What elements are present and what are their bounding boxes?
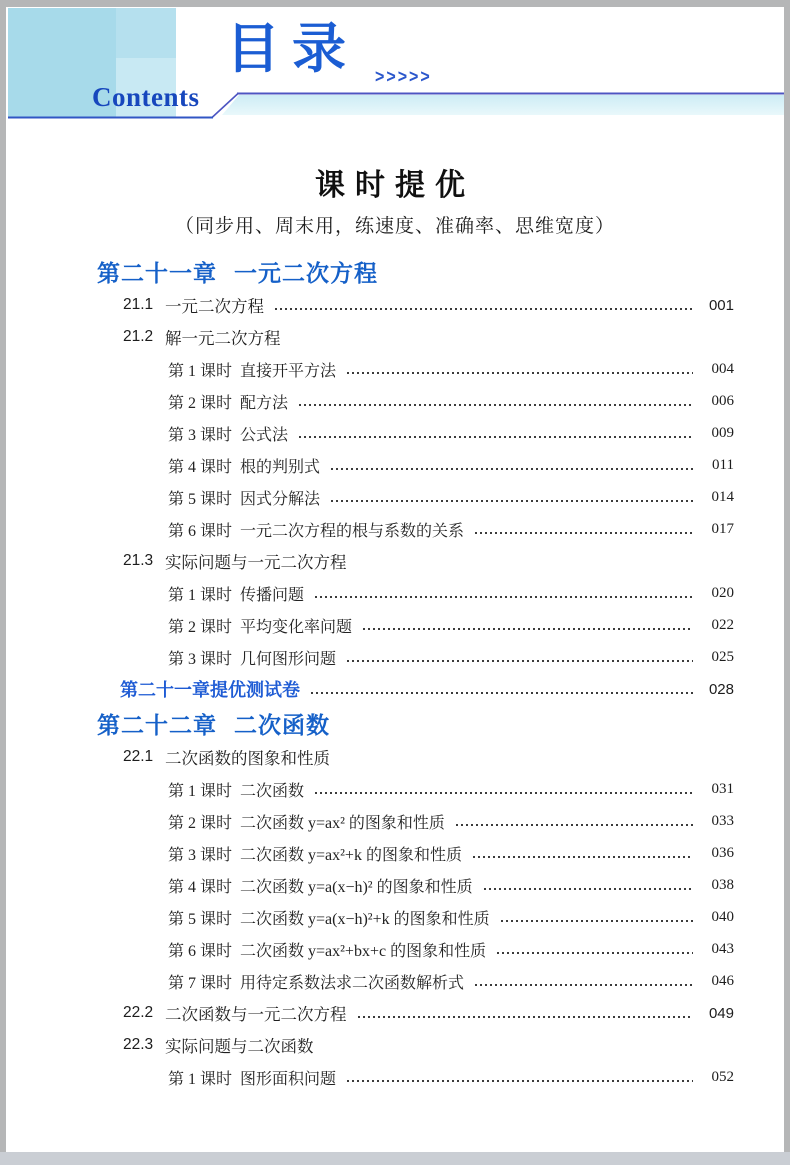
lesson-label: 第 6 课时 <box>168 942 233 960</box>
page-number: 036 <box>711 844 734 861</box>
dotted-leader <box>363 628 693 630</box>
entry-title: 第二十一章提优测试卷 <box>120 680 300 700</box>
page-number: 006 <box>711 392 734 409</box>
book-section-title: 课时提优 <box>315 169 475 202</box>
chapter-number: 第二十一章 <box>97 259 217 286</box>
page-number: 028 <box>708 680 734 698</box>
section-number: 21.2 <box>123 328 154 345</box>
lesson-label: 第 1 课时 <box>168 782 233 800</box>
entry-title: 平均变化率问题 <box>240 618 353 636</box>
section-number: 22.1 <box>123 748 154 765</box>
toc-section-row <box>6 741 784 773</box>
entry-title: 几何图形问题 <box>240 650 337 668</box>
lesson-label: 第 2 课时 <box>168 814 233 832</box>
dotted-leader <box>299 436 693 438</box>
lesson-label: 第 4 课时 <box>168 458 233 476</box>
lesson-label: 第 5 课时 <box>168 490 233 508</box>
entry-title: 因式分解法 <box>240 490 321 508</box>
header-banner <box>6 7 784 125</box>
dotted-leader <box>331 500 693 502</box>
lesson-label: 第 3 课时 <box>168 426 233 444</box>
page-number: 009 <box>711 424 734 441</box>
toc-section-row <box>6 321 784 353</box>
entry-title: 二次函数 <box>240 782 305 800</box>
lesson-label: 第 1 课时 <box>168 362 233 380</box>
page-number: 038 <box>711 876 734 893</box>
dotted-leader <box>347 1080 693 1082</box>
entry-title: 二次函数的图象和性质 <box>165 750 330 768</box>
toc-lesson-row <box>6 773 784 805</box>
chapter-heading <box>6 253 784 289</box>
entry-title: 二次函数 y=a(x−h)² 的图象和性质 <box>240 878 473 896</box>
page-number: 022 <box>711 616 734 633</box>
entry-title: 二次函数 y=ax²+k 的图象和性质 <box>240 846 462 864</box>
chapter-heading <box>6 705 784 741</box>
dotted-leader <box>358 1016 694 1018</box>
chapter-title: 一元二次方程 <box>234 259 378 286</box>
entry-title: 图形面积问题 <box>240 1070 337 1088</box>
entry-title: 二次函数 y=ax² 的图象和性质 <box>240 814 445 832</box>
lesson-label: 第 7 课时 <box>168 974 233 992</box>
page-number: 011 <box>712 456 734 473</box>
dotted-leader <box>484 888 693 890</box>
page-number: 017 <box>711 520 734 537</box>
lesson-label: 第 3 课时 <box>168 650 233 668</box>
dotted-leader <box>311 692 693 694</box>
scan-bottom-edge <box>0 1152 790 1165</box>
entry-title: 配方法 <box>240 394 289 412</box>
chevrons-decoration: >>>>> <box>375 67 432 88</box>
toc-lesson-row <box>6 417 784 449</box>
page-number: 049 <box>708 1004 734 1022</box>
lesson-label: 第 2 课时 <box>168 394 233 412</box>
toc-lesson-row <box>6 609 784 641</box>
lesson-label: 第 5 课时 <box>168 910 233 928</box>
toc-test-row <box>6 673 784 705</box>
page-number: 046 <box>711 972 734 989</box>
entry-title: 传播问题 <box>240 586 305 604</box>
lesson-label: 第 1 课时 <box>168 1070 233 1088</box>
page-number: 025 <box>711 648 734 665</box>
page-number: 033 <box>711 812 734 829</box>
dotted-leader <box>331 468 693 470</box>
dotted-leader <box>473 856 693 858</box>
dotted-leader <box>475 532 693 534</box>
toc-lesson-row <box>6 965 784 997</box>
toc-lesson-row <box>6 385 784 417</box>
lesson-label: 第 1 课时 <box>168 586 233 604</box>
entry-title: 直接开平方法 <box>240 362 337 380</box>
toc-lesson-row <box>6 641 784 673</box>
toc-lesson-row <box>6 577 784 609</box>
toc-lesson-row <box>6 869 784 901</box>
toc-section-row <box>6 997 784 1029</box>
toc-section-row <box>6 289 784 321</box>
entry-title: 二次函数 y=ax²+bx+c 的图象和性质 <box>240 942 487 960</box>
page-number: 043 <box>711 940 734 957</box>
entry-title: 一元二次方程的根与系数的关系 <box>240 522 465 540</box>
dotted-leader <box>347 372 693 374</box>
section-number: 21.3 <box>123 552 154 569</box>
entry-title: 实际问题与一元二次方程 <box>165 554 347 572</box>
toc-lesson-row <box>6 1061 784 1093</box>
section-number: 22.2 <box>123 1004 154 1021</box>
dotted-leader <box>501 920 693 922</box>
toc-list <box>6 253 784 1093</box>
dotted-leader <box>456 824 693 826</box>
entry-title: 二次函数 y=a(x−h)²+k 的图象和性质 <box>240 910 490 928</box>
entry-title: 根的判别式 <box>240 458 321 476</box>
chapter-title: 二次函数 <box>234 711 330 738</box>
dotted-leader <box>299 404 693 406</box>
lesson-label: 第 3 课时 <box>168 846 233 864</box>
page-number: 020 <box>711 584 734 601</box>
page-number: 001 <box>708 296 734 314</box>
toc-lesson-row <box>6 353 784 385</box>
dotted-leader <box>475 984 693 986</box>
entry-title: 解一元二次方程 <box>165 330 281 348</box>
lesson-label: 第 4 课时 <box>168 878 233 896</box>
section-number: 22.3 <box>123 1036 154 1053</box>
lesson-label: 第 2 课时 <box>168 618 233 636</box>
dotted-leader <box>497 952 693 954</box>
toc-section-row <box>6 1029 784 1061</box>
entry-title: 二次函数与一元二次方程 <box>165 1006 347 1024</box>
toc-lesson-row <box>6 513 784 545</box>
toc-lesson-row <box>6 901 784 933</box>
dotted-leader <box>347 660 693 662</box>
book-section-subtitle: （同步用、周末用，练速度、准确率、思维宽度） <box>174 216 615 237</box>
dotted-leader <box>315 792 693 794</box>
chapter-number: 第二十二章 <box>97 711 217 738</box>
entry-title: 用待定系数法求二次函数解析式 <box>240 974 465 992</box>
toc-lesson-row <box>6 449 784 481</box>
section-number: 21.1 <box>123 296 154 313</box>
toc-section-row <box>6 545 784 577</box>
entry-title: 公式法 <box>240 426 289 444</box>
toc-lesson-row <box>6 933 784 965</box>
book-page <box>6 7 784 1152</box>
dotted-leader <box>315 596 693 598</box>
entry-title: 实际问题与二次函数 <box>165 1038 314 1056</box>
dotted-leader <box>275 308 693 310</box>
toc-lesson-row <box>6 805 784 837</box>
lesson-label: 第 6 课时 <box>168 522 233 540</box>
toc-lesson-row <box>6 837 784 869</box>
contents-english-label: Contents <box>92 82 200 112</box>
page-number: 004 <box>711 360 734 377</box>
toc-lesson-row <box>6 481 784 513</box>
page-number: 052 <box>711 1068 734 1085</box>
entry-title: 一元二次方程 <box>165 298 264 316</box>
page-number: 040 <box>711 908 734 925</box>
page-number: 014 <box>711 488 734 505</box>
table-of-contents-title: 目录 <box>226 19 358 79</box>
page-number: 031 <box>711 780 734 797</box>
